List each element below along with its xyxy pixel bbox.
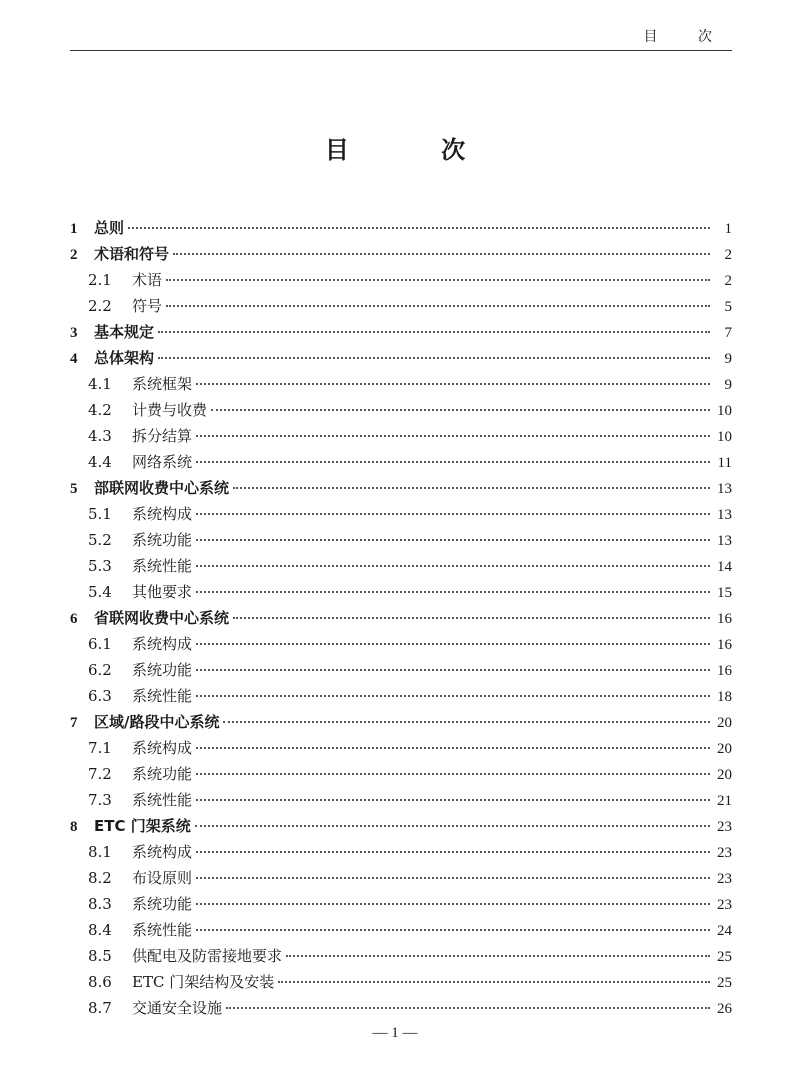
toc-entry-title: 系统功能: [132, 765, 193, 783]
toc-entry-page: 16: [717, 663, 732, 679]
toc-entry-number: 8.1: [88, 843, 112, 861]
toc-entry-title: 计费与收费: [132, 401, 208, 419]
toc-leader-dots: [128, 227, 710, 229]
toc-leader-dots: [196, 851, 710, 853]
toc-entry: [70, 917, 732, 943]
toc-entry: [70, 501, 732, 527]
toc-entry-title: 部联网收费中心系统: [94, 479, 230, 497]
toc-leader-dots: [196, 695, 710, 697]
toc-entry: [70, 735, 732, 761]
toc-leader-dots: [196, 591, 710, 593]
toc-entry-number: 8.2: [88, 869, 112, 887]
toc-entry-number: 4.4: [88, 453, 112, 471]
toc-entry-number: 5.3: [88, 557, 112, 575]
toc-entry-title: 系统功能: [132, 661, 193, 679]
toc-entry-title: 系统性能: [132, 921, 193, 939]
toc-entry-title: 总体架构: [94, 349, 155, 367]
toc-entry-number: 8.4: [88, 921, 112, 939]
toc-entry-title: 系统功能: [132, 895, 193, 913]
toc-entry-page: 10: [717, 429, 732, 445]
toc-entry-number: 7.2: [88, 765, 112, 783]
toc-entry-number: 8.6: [88, 973, 112, 991]
toc-leader-dots: [158, 357, 710, 359]
toc-leader-dots: [196, 539, 710, 541]
toc-entry-title: 总则: [94, 219, 125, 237]
toc-entry-page: 13: [717, 507, 732, 523]
toc-entry-number: 7.1: [88, 739, 112, 757]
toc-entry-page: 18: [717, 689, 732, 705]
toc-entry: [70, 683, 732, 709]
toc-entry-number: 1: [70, 221, 78, 237]
toc-entry: [70, 839, 732, 865]
toc-entry: [70, 969, 732, 995]
toc-entry-page: 13: [717, 533, 732, 549]
toc-entry: [70, 293, 732, 319]
toc-entry-number: 5: [70, 481, 78, 497]
toc-entry-number: 3: [70, 325, 78, 341]
toc-entry-title: 拆分结算: [132, 427, 193, 445]
toc-entry-number: 4.2: [88, 401, 112, 419]
toc-entry: [70, 865, 732, 891]
toc-entry-number: 6.1: [88, 635, 112, 653]
toc-leader-dots: [196, 929, 710, 931]
toc-entry-title: 系统构成: [132, 505, 193, 523]
toc-entry: [70, 527, 732, 553]
toc-entry: [70, 579, 732, 605]
toc-entry: [70, 475, 732, 501]
toc-entry-page: 5: [724, 299, 732, 315]
toc-entry-number: 5.2: [88, 531, 112, 549]
toc-entry: [70, 553, 732, 579]
toc-entry-number: 2.2: [88, 297, 112, 315]
toc-entry-title: 布设原则: [132, 869, 193, 887]
toc-entry-title: 网络系统: [132, 453, 193, 471]
toc-leader-dots: [233, 487, 710, 489]
toc-entry-number: 8.5: [88, 947, 112, 965]
toc-entry-page: 9: [724, 351, 732, 367]
toc-leader-dots: [211, 409, 710, 411]
table-of-contents: [70, 215, 732, 1021]
toc-leader-dots: [196, 877, 710, 879]
running-header: 目 次: [643, 29, 730, 45]
toc-entry-number: 6.3: [88, 687, 112, 705]
toc-leader-dots: [158, 331, 710, 333]
toc-leader-dots: [196, 669, 710, 671]
toc-entry-page: 11: [717, 455, 732, 471]
toc-entry: [70, 423, 732, 449]
toc-entry-number: 7: [70, 715, 78, 731]
toc-entry: [70, 397, 732, 423]
toc-entry-title: 区域/路段中心系统: [94, 713, 220, 731]
toc-entry: [70, 813, 732, 839]
toc-entry-page: 2: [724, 273, 732, 289]
toc-entry-page: 14: [717, 559, 732, 575]
toc-entry-page: 2: [724, 247, 732, 263]
toc-entry-title: ETC 门架系统: [94, 817, 191, 835]
toc-entry-title: 其他要求: [132, 583, 193, 601]
toc-leader-dots: [166, 305, 710, 307]
header-rule: [70, 50, 732, 51]
toc-entry: [70, 319, 732, 345]
toc-entry-number: 7.3: [88, 791, 112, 809]
toc-entry-number: 6: [70, 611, 78, 627]
toc-entry-page: 21: [717, 793, 732, 809]
toc-entry-page: 15: [717, 585, 732, 601]
toc-entry-number: 5.4: [88, 583, 112, 601]
toc-entry-page: 16: [717, 637, 732, 653]
toc-entry-page: 10: [717, 403, 732, 419]
toc-entry-page: 24: [717, 923, 732, 939]
toc-entry-page: 23: [717, 871, 732, 887]
toc-leader-dots: [196, 435, 710, 437]
toc-entry-number: 2.1: [88, 271, 112, 289]
toc-entry-title: 术语: [132, 271, 163, 289]
toc-entry-title: 系统功能: [132, 531, 193, 549]
toc-leader-dots: [166, 279, 710, 281]
toc-leader-dots: [196, 773, 710, 775]
toc-leader-dots: [196, 903, 710, 905]
toc-entry: [70, 709, 732, 735]
toc-entry: [70, 787, 732, 813]
toc-entry-title: 术语和符号: [94, 245, 170, 263]
toc-entry-page: 1: [724, 221, 732, 237]
toc-leader-dots: [173, 253, 710, 255]
toc-entry-page: 20: [717, 767, 732, 783]
toc-entry-page: 23: [717, 819, 732, 835]
toc-entry-title: 符号: [132, 297, 163, 315]
toc-entry-number: 6.2: [88, 661, 112, 679]
toc-entry-title: 系统性能: [132, 557, 193, 575]
toc-leader-dots: [196, 747, 710, 749]
toc-entry-number: 4.1: [88, 375, 112, 393]
toc-entry-number: 4.3: [88, 427, 112, 445]
toc-entry: [70, 761, 732, 787]
toc-entry: [70, 995, 732, 1021]
toc-entry-page: 25: [717, 949, 732, 965]
toc-leader-dots: [226, 1007, 710, 1009]
toc-entry-title: 系统框架: [132, 375, 193, 393]
toc-leader-dots: [278, 981, 710, 983]
toc-leader-dots: [195, 825, 710, 827]
toc-entry-title: 系统性能: [132, 687, 193, 705]
toc-entry: [70, 371, 732, 397]
toc-entry-page: 23: [717, 897, 732, 913]
page-number: — 1 —: [372, 1025, 418, 1041]
toc-entry-title: 供配电及防雷接地要求: [132, 947, 283, 965]
toc-entry-number: 8.7: [88, 999, 112, 1017]
toc-leader-dots: [223, 721, 710, 723]
toc-entry-page: 26: [717, 1001, 732, 1017]
toc-entry-page: 25: [717, 975, 732, 991]
toc-entry: [70, 267, 732, 293]
toc-entry-title: 基本规定: [94, 323, 155, 341]
toc-entry: [70, 449, 732, 475]
toc-entry: [70, 215, 732, 241]
toc-entry: [70, 891, 732, 917]
toc-leader-dots: [196, 643, 710, 645]
toc-entry-page: 13: [717, 481, 732, 497]
toc-entry-number: 8.3: [88, 895, 112, 913]
toc-entry-number: 5.1: [88, 505, 112, 523]
toc-entry-number: 2: [70, 247, 78, 263]
toc-entry: [70, 631, 732, 657]
toc-entry-title: ETC 门架结构及安装: [132, 973, 275, 991]
toc-entry-page: 20: [717, 715, 732, 731]
toc-entry: [70, 943, 732, 969]
toc-leader-dots: [286, 955, 710, 957]
toc-leader-dots: [196, 565, 710, 567]
page-title: 目 次: [324, 136, 508, 164]
toc-entry-title: 系统性能: [132, 791, 193, 809]
toc-entry-page: 9: [724, 377, 732, 393]
toc-entry-title: 系统构成: [132, 843, 193, 861]
toc-entry-number: 8: [70, 819, 78, 835]
toc-entry-title: 省联网收费中心系统: [94, 609, 230, 627]
toc-leader-dots: [196, 799, 710, 801]
toc-entry-page: 16: [717, 611, 732, 627]
toc-entry-page: 23: [717, 845, 732, 861]
toc-entry-page: 20: [717, 741, 732, 757]
toc-entry-title: 交通安全设施: [132, 999, 223, 1017]
toc-entry: [70, 657, 732, 683]
toc-leader-dots: [233, 617, 710, 619]
toc-entry: [70, 241, 732, 267]
toc-entry-title: 系统构成: [132, 635, 193, 653]
toc-entry-title: 系统构成: [132, 739, 193, 757]
toc-entry-number: 4: [70, 351, 78, 367]
toc-leader-dots: [196, 461, 710, 463]
toc-leader-dots: [196, 383, 710, 385]
toc-entry: [70, 345, 732, 371]
toc-leader-dots: [196, 513, 710, 515]
toc-entry-page: 7: [724, 325, 732, 341]
toc-entry: [70, 605, 732, 631]
